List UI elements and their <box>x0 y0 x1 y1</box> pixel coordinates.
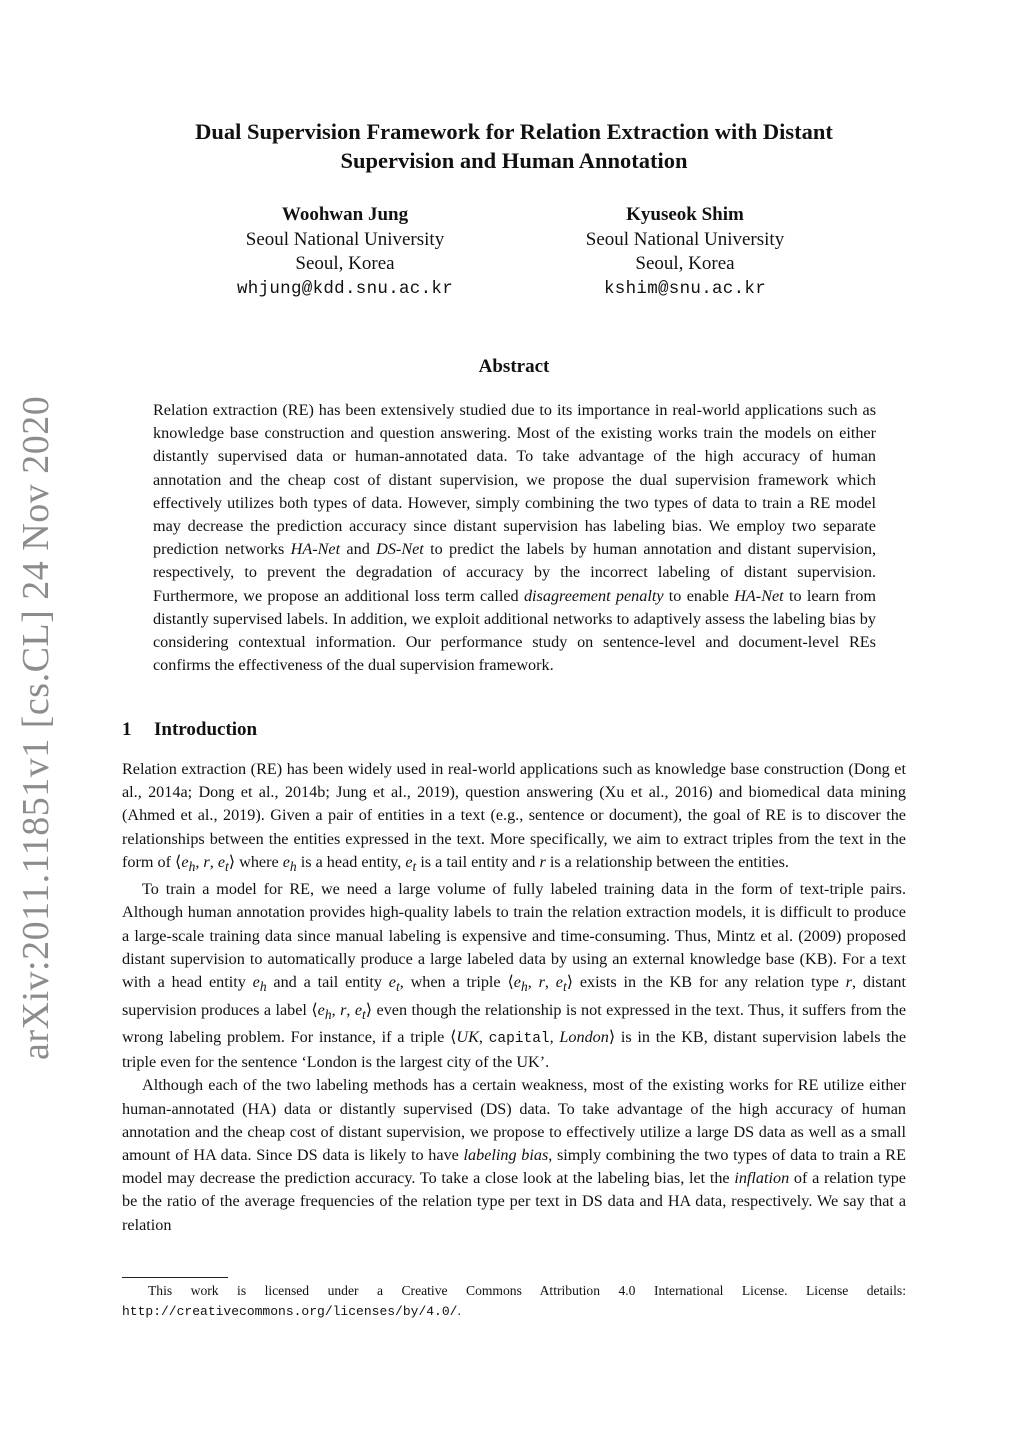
license-link[interactable]: http://creativecommons.org/licenses/by/4.0/ <box>122 1304 458 1319</box>
section-title: Introduction <box>154 719 258 740</box>
author-name: Woohwan Jung <box>281 204 409 225</box>
abstract-text: Relation extraction (RE) has been extensively studied due to its importance in real-world applications such as knowledge base construction and question answering. Most of the existing works train the models on either distantly supervised data or human-annotated data. To take advantage of the high accuracy of human annotation and the cheap cost of distant supervision, we propose the dual supervision framework which effectively utilizes both types of data. However, simply combining the two types of data to train a RE model may decrease the prediction accuracy since distant supervision has labeling bias. We employ two separate prediction networks HA-Net and DS-Net to predict the labels by human annotation and distant supervision, respectively, to prevent the degradation of accuracy by the incorrect labeling of distant supervision. Furthermore, we propose an additional loss term called disagreement penalty to enable HA-Net to learn from distantly supervised labels. In addition, we exploit additional networks to adaptively assess the labeling bias by considering contextual information. Our performance study on sentence-level and document-level REs confirms the effectiveness of the dual supervision framework. <box>153 401 876 675</box>
section-heading <box>122 719 257 741</box>
footnote-rule <box>122 1277 228 1278</box>
author-block-1 <box>195 203 495 301</box>
abstract-heading: Abstract <box>478 356 550 377</box>
author-email[interactable]: kshim@snu.ac.kr <box>603 278 767 299</box>
paragraph: To train a model for RE, we need a large volume of fully labeled training data in the form of text-triple pairs. Although human annotation provides high-quality labels to train the relation extraction models, it is difficult to produce a large-scale training data since manual labeling is expensive and time-consuming. Thus, Mintz et al. (2009) proposed distant supervision to automatically produce a large labeled data by using an external knowledge base (KB). For a text with a head entity $e_h$ and a tail entity $e_t$, when a triple $⟨e_h$, r, $e_t⟩$ exists in the KB for any relation type r, distant supervision produces a label $⟨e_h$, r, $e_t⟩$ even though the relationship is not expressed in the text. Thus, it suffers from the wrong labeling problem. For instance, if a triple ⟨UK, capital, London⟩ is in the KB, distant supervision labels the triple even for the sentence ‘London is the largest city of the UK’. <box>122 880 907 1072</box>
author-affiliation: Seoul National University <box>585 228 785 250</box>
paper-title: Dual Supervision Framework for Relation Extraction with Distant Supervision and Human Annotation <box>195 119 833 173</box>
introduction-body <box>122 758 906 1237</box>
author-block-2 <box>535 203 835 301</box>
author-location: Seoul, Korea <box>295 253 395 274</box>
author-affiliation: Seoul National University <box>245 228 445 250</box>
author-name: Kyuseok Shim <box>626 204 744 225</box>
paragraph: Although each of the two labeling methods has a certain weakness, most of the existing works for RE utilize either human-annotated (HA) data or distantly supervised (DS) data. To take advantage of the high accuracy of human annotation and the cheap cost of distant supervision, we propose to effectively utilize a large DS data as well as a small amount of HA data. Since DS data is likely to have labeling bias, simply combining the two types of data to train a RE model may decrease the prediction accuracy. To take a close look at the labeling bias, let the inflation of a relation type be the ratio of the average frequencies of the relation type per text in DS data and HA data, respectively. We say that a relation <box>122 1076 906 1234</box>
arxiv-identifier-stamp: arXiv:2011.11851v1 [cs.CL] 24 Nov 2020 <box>15 395 57 1060</box>
footnote: This work is licensed under a Creative Commons Attribution 4.0 International License. License details: http://creativecommons.org/licenses/by/4.0/. <box>122 1283 906 1319</box>
author-email[interactable]: whjung@kdd.snu.ac.kr <box>236 278 454 299</box>
author-location: Seoul, Korea <box>635 253 735 274</box>
paragraph: Relation extraction (RE) has been widely used in real-world applications such as knowledge base construction (Dong et al., 2014a; Dong et al., 2014b; Jung et al., 2019), question answering (Xu et al., 2016) and biomedical data mining (Ahmed et al., 2019). Given a pair of entities in a text (e.g., sentence or document), the goal of RE is to discover the relationships between the entities expressed in the text. More specifically, we aim to extract triples from the text in the form of $⟨e_h$, r, $e_t⟩$ where $e_h$ is a head entity, $e_t$ is a tail entity and r is a relationship between the entities. <box>122 760 906 875</box>
section-number: 1 <box>122 719 132 740</box>
